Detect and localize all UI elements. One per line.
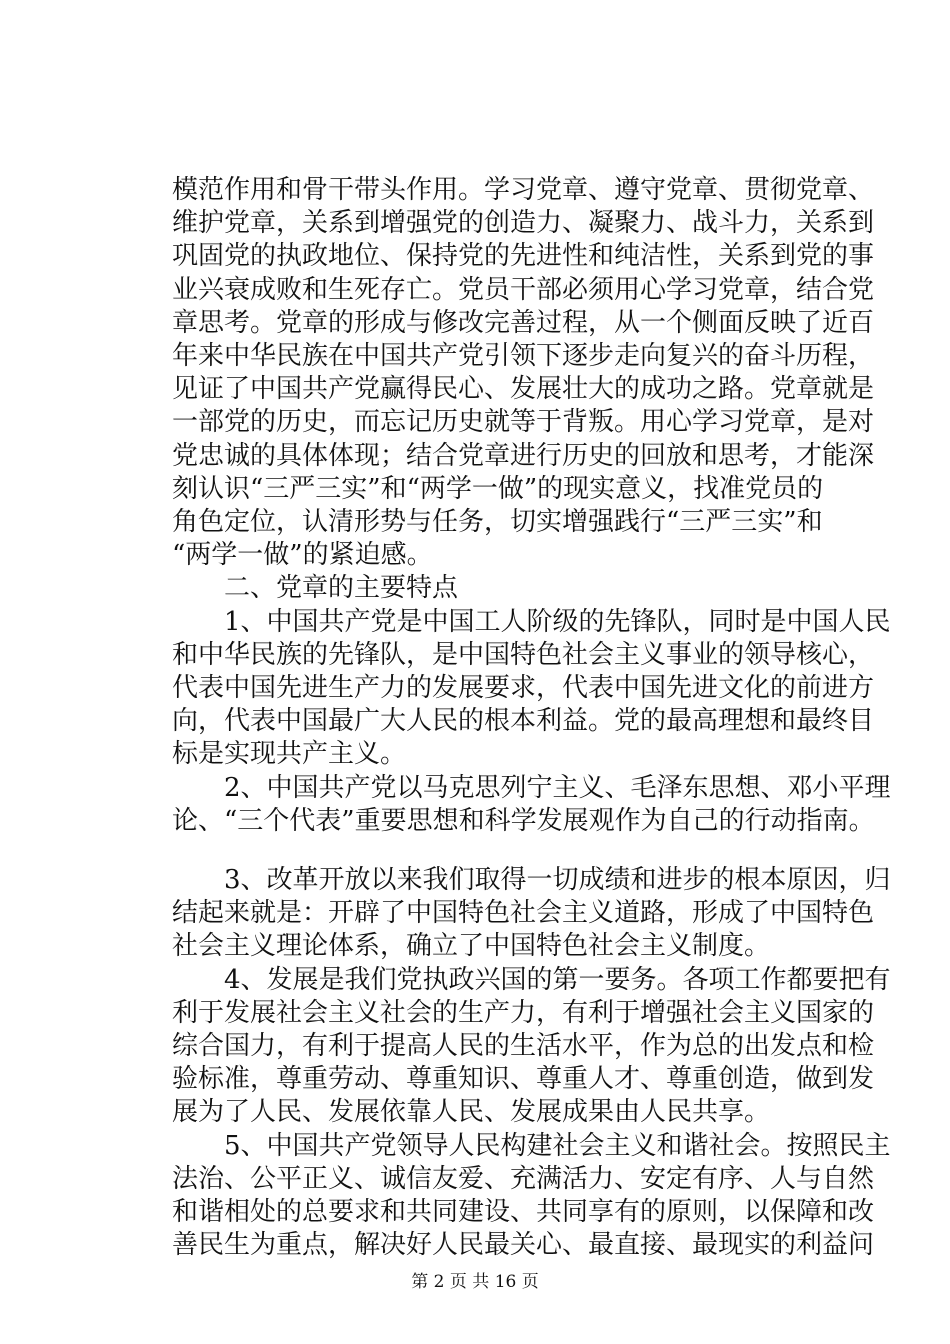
text-line: 5、中国共产党领导人民构建社会主义和谐社会。按照民主 xyxy=(172,1130,891,1161)
text-line: 社会主义理论体系，确立了中国特色社会主义制度。 xyxy=(172,931,771,962)
text-line: 验标准，尊重劳动、尊重知识、尊重人才、尊重创造，做到发 xyxy=(172,1064,875,1095)
text-line: 维护党章，关系到增强党的创造力、凝聚力、战斗力，关系到 xyxy=(172,208,875,239)
text-line: 标是实现共产主义。 xyxy=(172,739,407,770)
text-line: 1、中国共产党是中国工人阶级的先锋队，同时是中国人民 xyxy=(172,606,891,637)
page-number-footer: 第 2 页 共 16 页 xyxy=(411,1272,539,1292)
text-line: 代表中国先进生产力的发展要求，代表中国先进文化的前进方 xyxy=(172,673,875,703)
text-line: 展为了人民、发展依靠人民、发展成果由人民共享。 xyxy=(172,1097,771,1128)
text-line: 党忠诚的具体体现；结合党章进行历史的回放和思考，才能深 xyxy=(172,440,875,471)
text-line: 结起来就是：开辟了中国特色社会主义道路，形成了中国特色 xyxy=(172,898,875,929)
text-line: 2、中国共产党以马克思列宁主义、毛泽东思想、邓小平理 xyxy=(172,772,891,803)
text-line: 模范作用和骨干带头作用。学习党章、遵守党章、贯彻党章、 xyxy=(172,175,875,205)
text-line: 3、改革开放以来我们取得一切成绩和进步的根本原因，归 xyxy=(172,865,891,895)
text-line: 章思考。党章的形成与修改完善过程，从一个侧面反映了近百 xyxy=(172,307,875,338)
text-line: 巩固党的执政地位、保持党的先进性和纯洁性，关系到党的事 xyxy=(172,241,875,272)
text-line: 年来中华民族在中国共产党引领下逐步走向复兴的奋斗历程， xyxy=(172,341,875,371)
text-line: 刻认识“三严三实”和“两学一做”的现实意义，找准党员的 xyxy=(172,473,824,504)
text-line: 一部党的历史，而忘记历史就等于背叛。用心学习党章，是对 xyxy=(172,407,875,438)
text-line: “两学一做”的紧迫感。 xyxy=(172,540,433,571)
text-line: 业兴衰成败和生死存亡。党员干部必须用心学习党章，结合党 xyxy=(172,274,875,305)
text-line: 综合国力，有利于提高人民的生活水平，作为总的出发点和检 xyxy=(172,1031,875,1061)
section-heading: 二、党章的主要特点 xyxy=(172,573,459,604)
text-line: 见证了中国共产党赢得民心、发展壮大的成功之路。党章就是 xyxy=(172,374,875,405)
text-line: 角色定位，认清形势与任务，切实增强践行“三严三实”和 xyxy=(172,507,823,537)
text-line: 善民生为重点，解决好人民最关心、最直接、最现实的利益问 xyxy=(172,1230,875,1261)
text-line: 和谐相处的总要求和共同建设、共同享有的原则，以保障和改 xyxy=(172,1197,875,1227)
text-line: 4、发展是我们党执政兴国的第一要务。各项工作都要把有 xyxy=(172,964,891,995)
text-line: 论、“三个代表”重要思想和科学发展观作为自己的行动指南。 xyxy=(172,805,875,836)
text-line: 利于发展社会主义社会的生产力，有利于增强社会主义国家的 xyxy=(172,997,875,1028)
text-line: 法治、公平正义、诚信友爱、充满活力、安定有序、人与自然 xyxy=(172,1163,875,1194)
text-line: 和中华民族的先锋队，是中国特色社会主义事业的领导核心， xyxy=(172,639,875,670)
text-line: 向，代表中国最广大人民的根本利益。党的最高理想和最终目 xyxy=(172,706,875,737)
